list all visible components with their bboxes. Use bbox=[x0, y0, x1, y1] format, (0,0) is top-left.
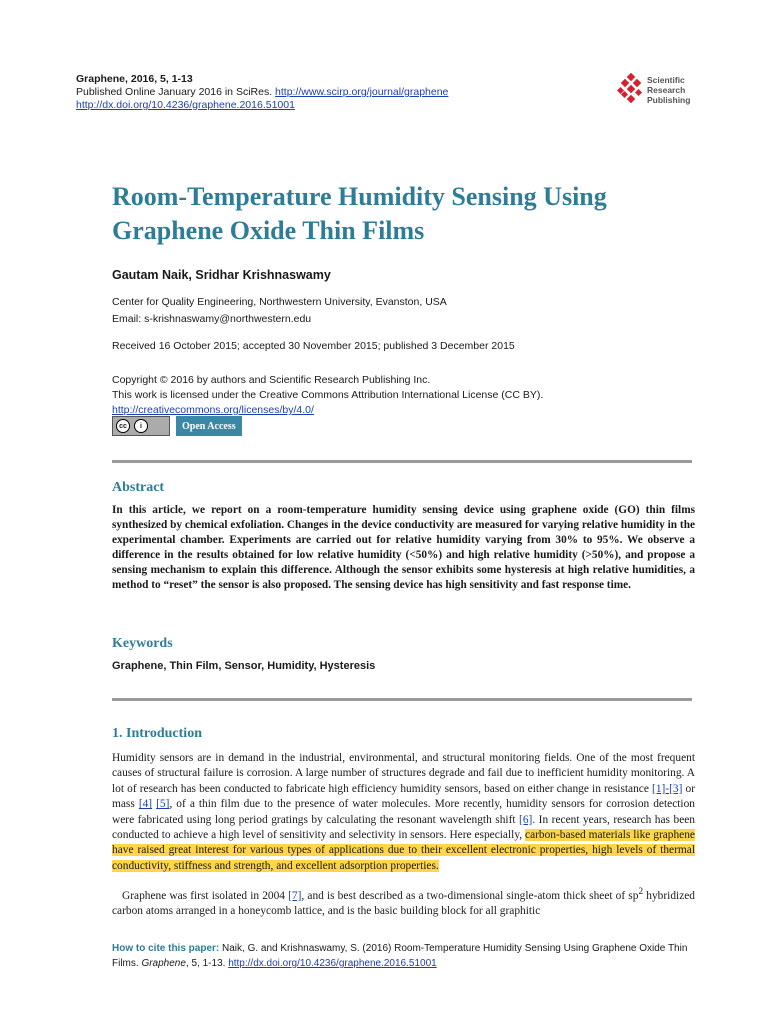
copyright-block bbox=[112, 373, 543, 418]
abstract-text: In this article, we report on a room-temperature humidity sensing device using graphene oxide (GO) thin films synthesized by chemical exfoliation. Changes in the device conductivity are measured for varying relative humidity in the experimental chamber. Experiments are carried out for relative humidity varying from 30% to 95%. We observe a difference in the results obtained for low relative humidity (<50%) and high relative humidity (>50%), and propose a sensing mechanism to explain this difference. Although the sensor exhibits some hysteresis at high relative humidities, a method to “reset” the sensor is also proposed. The sensing device has high sensitivity and fast response time. bbox=[112, 504, 695, 591]
cite-text: , 5, 1-13. bbox=[185, 958, 229, 969]
logo-text-line: Scientific bbox=[647, 75, 685, 85]
introduction-paragraph bbox=[112, 885, 695, 920]
email[interactable]: Email: s-krishnaswamy@northwestern.edu bbox=[112, 313, 312, 325]
introduction-paragraph bbox=[112, 751, 695, 874]
keywords-heading: Keywords bbox=[112, 636, 173, 651]
highlighted-text: carbon-based materials like graphene have raised great interest for various types of applications due to their excellent electronic properties, high levels of thermal conductivity, stiffness and strength, and excellent adsorption properties. bbox=[112, 829, 695, 872]
cite-text: Naik, G. and Krishnaswamy, S. (2016) Room-Temperature Humidity Sensing Using Graphene Oxide Thin Films. bbox=[112, 943, 688, 969]
paper-title: Room-Temperature Humidity Sensing Using Graphene Oxide Thin Films bbox=[112, 182, 607, 245]
cite-doi-link[interactable]: http://dx.doi.org/10.4236/graphene.2016.51001 bbox=[228, 958, 437, 969]
doi-link[interactable]: http://dx.doi.org/10.4236/graphene.2016.51001 bbox=[76, 99, 295, 111]
introduction-heading: 1. Introduction bbox=[112, 726, 202, 741]
intro-text: Humidity sensors are in demand in the industrial, environmental, and structural monitoring fields. One of the most frequent causes of structural failure is corrosion. A large number of structures degrade and fail due to inefficient humidity monitoring. A lot of research has been conducted to fabricate high efficiency humidity sensors, based on either change in resistance bbox=[112, 752, 695, 795]
journal-url-link[interactable]: http://www.scirp.org/journal/graphene bbox=[275, 86, 449, 98]
copyright-line: Copyright © 2016 by authors and Scientific Research Publishing Inc. bbox=[112, 374, 431, 386]
superscript: 2 bbox=[638, 887, 644, 897]
intro-text: Graphene was first isolated in 2004 bbox=[122, 889, 289, 902]
journal-citation-line: Graphene, 2016, 5, 1-13 bbox=[76, 73, 193, 85]
cc-icon: cc bbox=[116, 419, 130, 433]
reference-link[interactable]: [7] bbox=[288, 889, 302, 902]
cite-journal: Graphene bbox=[141, 958, 186, 969]
logo-text-line: Publishing bbox=[647, 95, 691, 105]
scirp-logo-icon bbox=[617, 72, 647, 106]
section-divider bbox=[112, 460, 692, 463]
published-line bbox=[76, 86, 448, 99]
attribution-icon: i bbox=[134, 419, 148, 433]
authors: Gautam Naik, Sridhar Krishnaswamy bbox=[112, 268, 331, 282]
license-badges bbox=[112, 416, 242, 436]
published-text: Published Online January 2016 in SciRes. bbox=[76, 86, 273, 98]
affiliation-block bbox=[112, 294, 447, 328]
abstract-heading: Abstract bbox=[112, 480, 165, 495]
intro-text: or mass bbox=[112, 782, 696, 811]
reference-link[interactable]: [4] bbox=[138, 798, 153, 811]
how-to-cite bbox=[112, 941, 702, 971]
keywords-list: Graphene, Thin Film, Sensor, Humidity, Hysteresis bbox=[112, 660, 376, 672]
open-access-badge: Open Access bbox=[176, 416, 242, 436]
cite-label: How to cite this paper: bbox=[112, 943, 220, 954]
license-line: This work is licensed under the Creative Commons Attribution International License (CC BY). bbox=[112, 389, 544, 401]
intro-text: hybridized carbon atoms arranged in a honeycomb lattice, and is the basic building block for all graphitic bbox=[112, 889, 696, 918]
received-dates: Received 16 October 2015; accepted 30 November 2015; published 3 December 2015 bbox=[112, 340, 515, 352]
affiliation: Center for Quality Engineering, Northwestern University, Evanston, USA bbox=[112, 296, 447, 308]
section-divider bbox=[112, 698, 692, 701]
scirp-logo bbox=[617, 72, 737, 106]
cc-by-badge[interactable] bbox=[112, 416, 170, 436]
license-url-link[interactable]: http://creativecommons.org/licenses/by/4.0/ bbox=[112, 404, 314, 416]
reference-link[interactable]: [5] bbox=[156, 798, 170, 811]
reference-link[interactable]: [1]-[3] bbox=[652, 782, 683, 795]
intro-text: , of a thin film due to the presence of water molecules. More recently, humidity sensors for corrosion detection were fabricated using long period gratings by calculating the resonant wavelength shift bbox=[112, 798, 695, 826]
logo-text bbox=[647, 75, 690, 105]
reference-link[interactable]: [6] bbox=[519, 813, 533, 826]
journal-header bbox=[76, 73, 448, 112]
intro-text: , and is best described as a two-dimensional single-atom thick sheet of sp bbox=[301, 889, 639, 902]
logo-text-line: Research bbox=[647, 85, 686, 95]
intro-text: . In recent years, research has been conducted to achieve a high level of sensitivity and selectivity in sensors. Here especially, bbox=[112, 813, 695, 842]
